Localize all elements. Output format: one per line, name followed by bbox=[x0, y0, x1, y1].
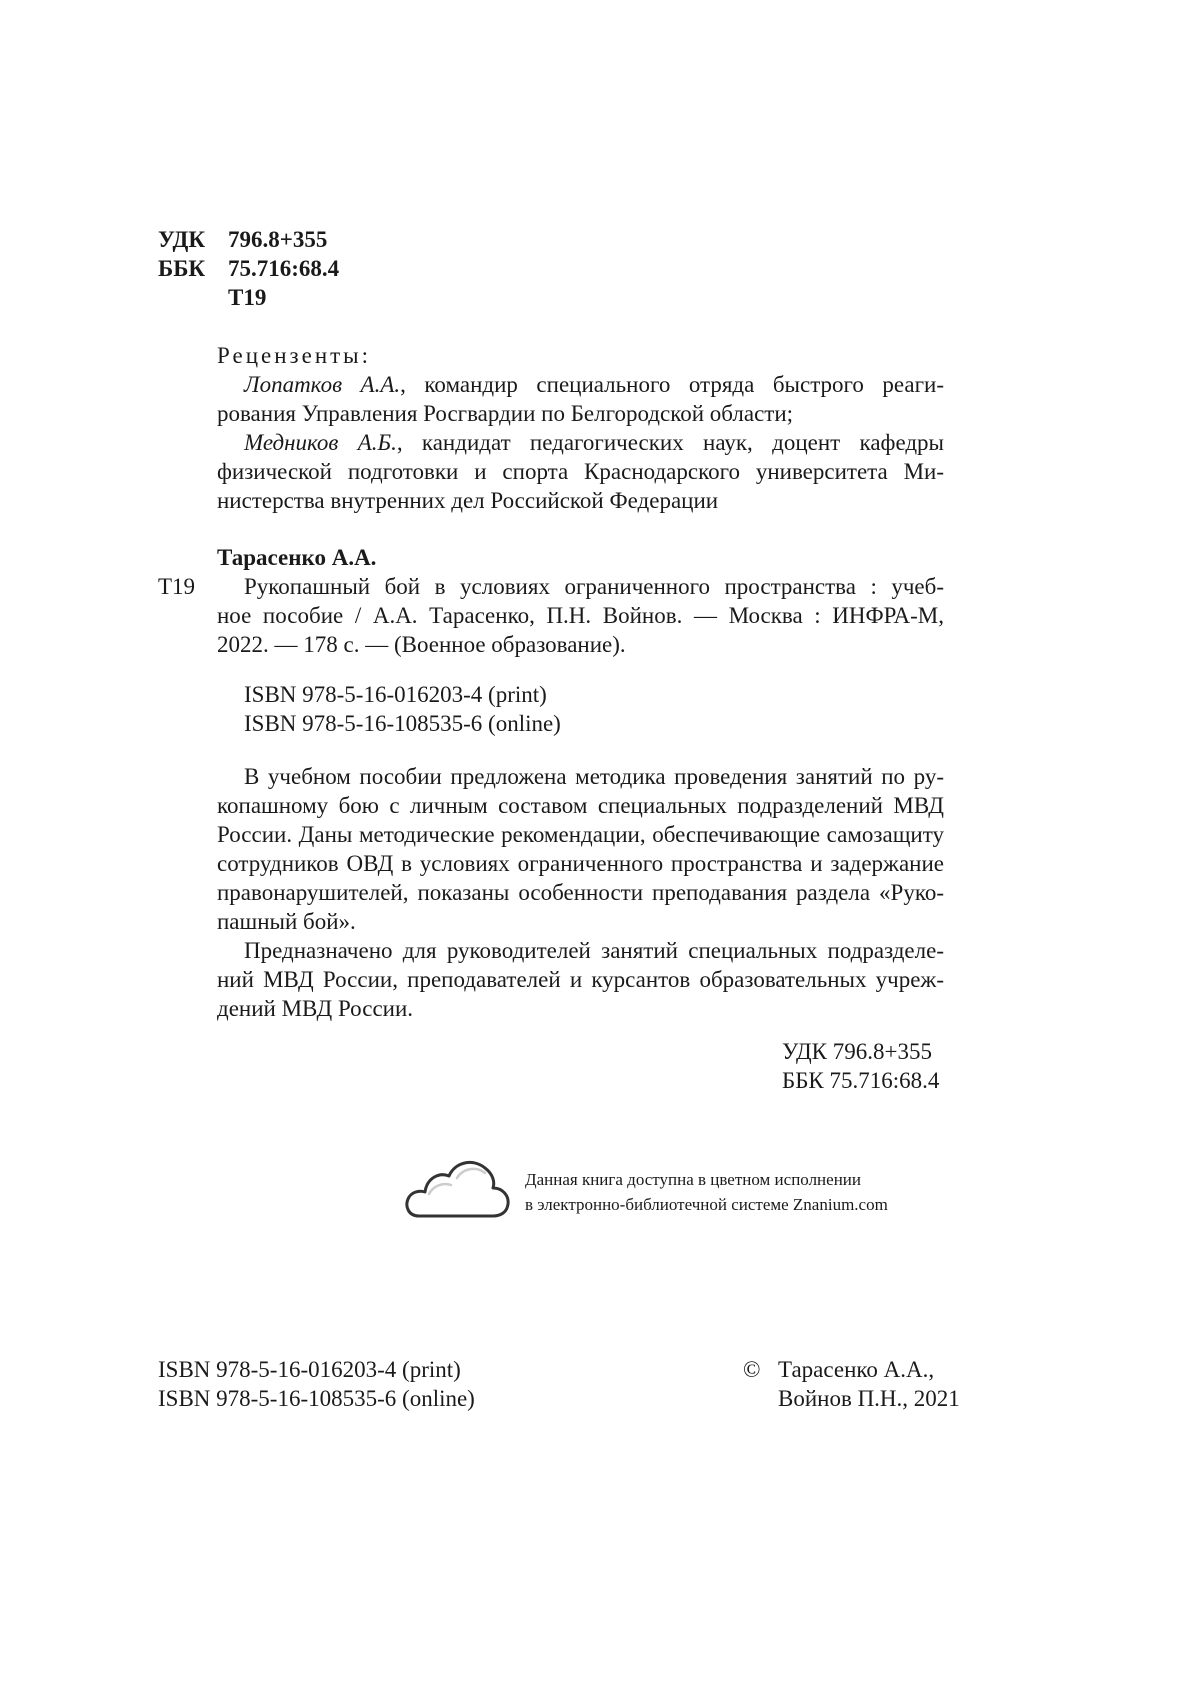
index-bbk: ББК 75.716:68.4 bbox=[782, 1068, 940, 1093]
notice-line-1: Данная книга доступна в цветном исполнении bbox=[525, 1170, 861, 1189]
author-mark: Т19 bbox=[228, 285, 267, 310]
abstract-p1-line-5: правонарушителей, показаны особенности преподавания раздела «Руко- bbox=[217, 880, 944, 905]
reviewer-2-line-3: нистерства внутренних дел Российской Федерации bbox=[217, 488, 719, 513]
abstract-p1-line-2: копашному бою с личным составом специальных подразделений МВД bbox=[217, 793, 944, 818]
abstract-p2-line-2: ний МВД России, преподавателей и курсантов образовательных учреж- bbox=[217, 967, 944, 992]
reviewers-heading: Рецензенты: bbox=[217, 343, 372, 368]
udk-row bbox=[158, 225, 339, 254]
isbn-print: ISBN 978-5-16-016203-4 (print) bbox=[244, 682, 547, 707]
classification-block bbox=[158, 225, 339, 312]
reviewer-2-name: Медников А.Б. bbox=[244, 430, 397, 455]
reviewer-1-name: Лопатков А.А. bbox=[244, 372, 401, 397]
reviewer-2-line-1: Медников А.Б., кандидат педагогических наук, доцент кафедры bbox=[244, 430, 945, 455]
bibliography-line-1: Рукопашный бой в условиях ограниченного пространства : учеб- bbox=[244, 574, 944, 599]
cloud-icon bbox=[403, 1148, 511, 1222]
reviewer-1-line-1: Лопатков А.А., командир специального отряда быстрого реаги- bbox=[244, 372, 945, 397]
abstract-p1-line-4: сотрудников ОВД в условиях ограниченного пространства и задержание bbox=[217, 851, 944, 876]
notice-line-2: в электронно-библиотечной системе Znanium.com bbox=[525, 1195, 888, 1214]
copyright-symbol: © bbox=[743, 1357, 761, 1382]
reviewer-1-line-2: рования Управления Росгвардии по Белгородской области; bbox=[217, 401, 794, 426]
book-author: Тарасенко А.А. bbox=[217, 545, 377, 570]
isbn-online: ISBN 978-5-16-108535-6 (online) bbox=[244, 711, 561, 736]
abstract-p2-line-1: Предназначено для руководителей занятий специальных подразделе- bbox=[244, 938, 944, 963]
bbk-row bbox=[158, 254, 339, 283]
bibliography-line-2: ное пособие / А.А. Тарасенко, П.Н. Войнов. — Москва : ИНФРА-М, bbox=[217, 603, 944, 628]
index-udk: УДК 796.8+355 bbox=[782, 1039, 932, 1064]
footer-isbn-online: ISBN 978-5-16-108535-6 (online) bbox=[158, 1386, 475, 1411]
copyright-line-1: Тарасенко А.А., bbox=[778, 1357, 935, 1382]
copyright-line-2: Войнов П.Н., 2021 bbox=[778, 1386, 960, 1411]
abstract-p2-line-3: дений МВД России. bbox=[217, 996, 414, 1021]
abstract-p1-line-1: В учебном пособии предложена методика проведения занятий по ру- bbox=[244, 764, 944, 789]
reviewer-2-line-2: физической подготовки и спорта Краснодарского университета Ми- bbox=[217, 459, 944, 484]
bibliography-line-3: 2022. — 178 с. — (Военное образование). bbox=[217, 632, 626, 657]
footer-isbn-print: ISBN 978-5-16-016203-4 (print) bbox=[158, 1357, 461, 1382]
abstract-p1-line-3: России. Даны методические рекомендации, обеспечивающие самозащиту bbox=[217, 822, 944, 847]
udk-label: УДК bbox=[158, 227, 206, 252]
bbk-value: 75.716:68.4 bbox=[228, 256, 340, 281]
author-mark-row bbox=[158, 283, 339, 312]
bbk-label: ББК bbox=[158, 256, 206, 281]
bibliography-mark: Т19 bbox=[158, 574, 196, 599]
abstract-p1-line-6: пашный бой». bbox=[217, 909, 356, 934]
udk-value: 796.8+355 bbox=[228, 227, 328, 252]
